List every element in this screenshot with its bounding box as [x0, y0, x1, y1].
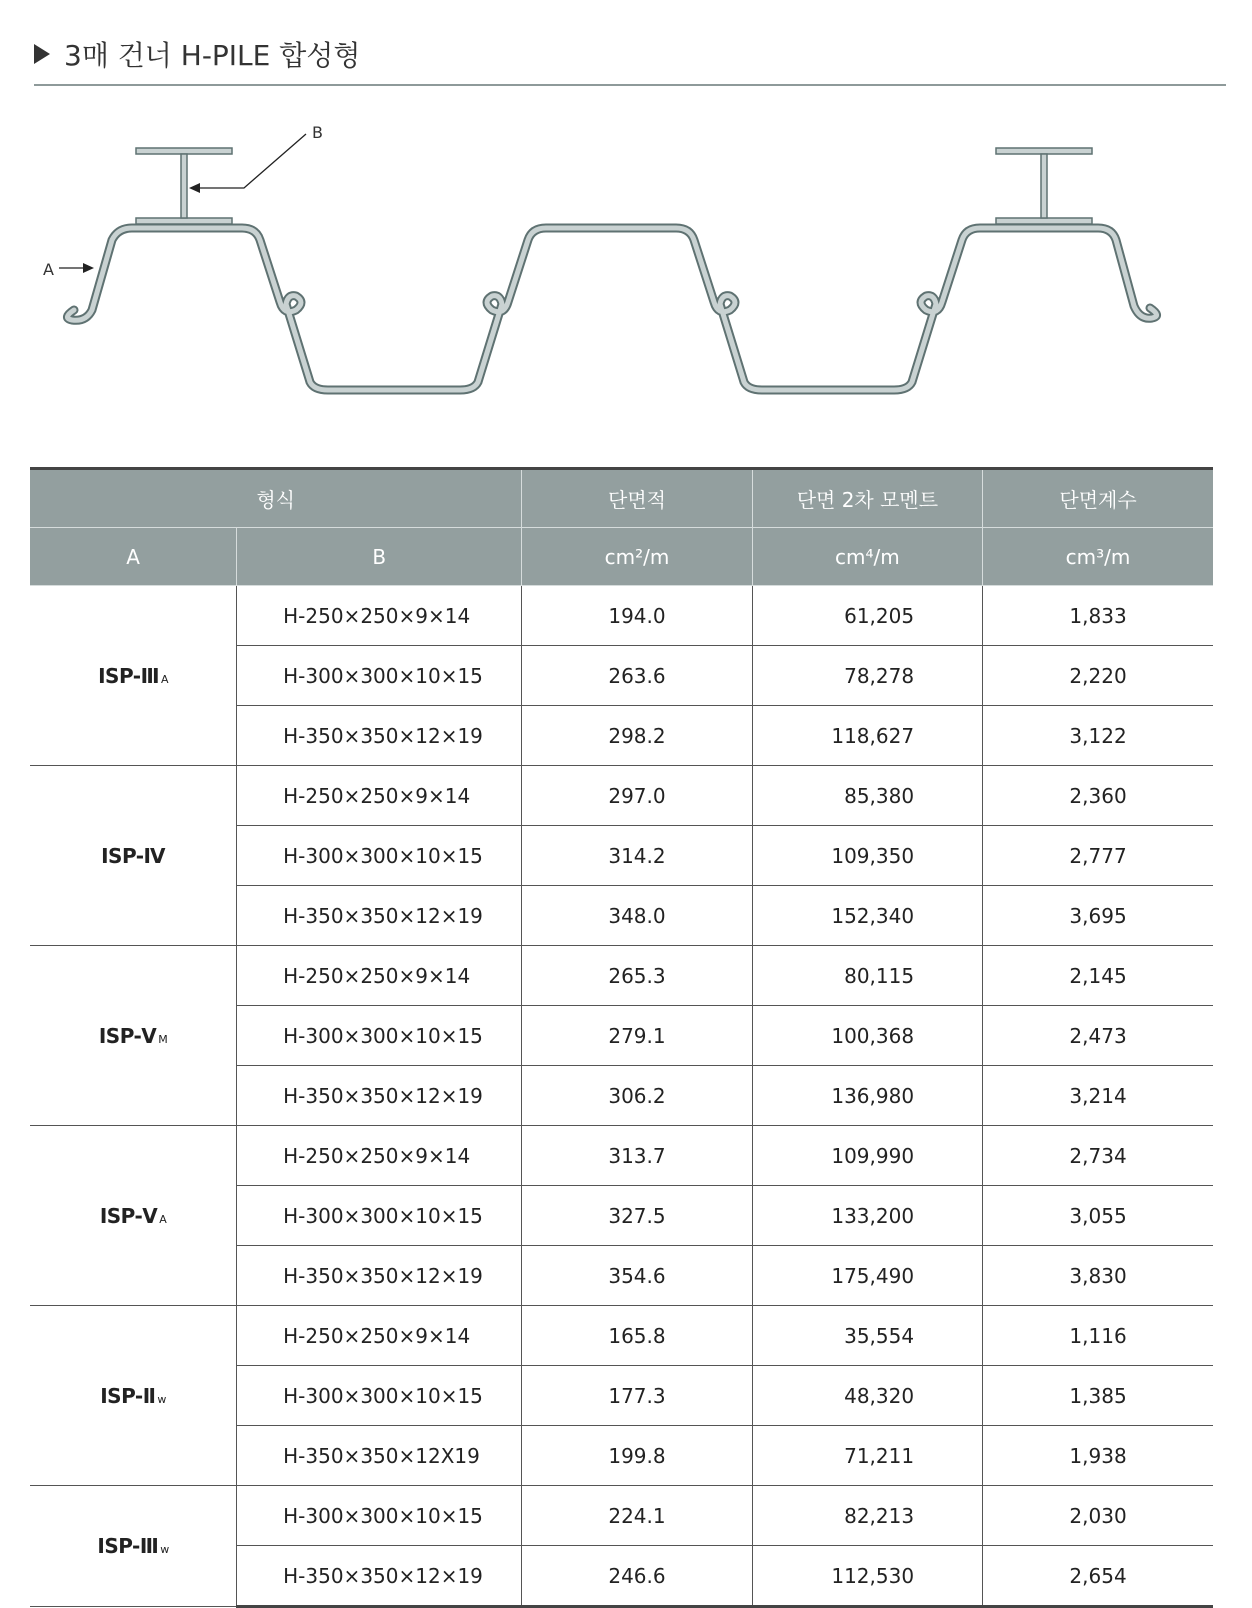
spec-table-body	[30, 586, 1213, 1607]
pile-type-label: ISP-Ⅱ	[100, 1383, 156, 1408]
area-cell: 224.1	[522, 1486, 752, 1546]
sheet-pile-profile	[67, 228, 1156, 390]
moment-cell: 61,205	[752, 586, 982, 646]
h-beam-spec-cell: H-300×300×10×15	[237, 1186, 522, 1246]
area-cell: 313.7	[522, 1126, 752, 1186]
h-beam-spec-cell: H-350×350×12×19	[237, 706, 522, 766]
h-beam-spec-cell: H-350×350×12×19	[237, 1246, 522, 1306]
moment-cell: 48,320	[752, 1366, 982, 1426]
pile-type-cell	[30, 586, 237, 766]
page-title-text: 3매 건너 H-PILE 합성형	[64, 39, 361, 72]
moment-cell: 136,980	[752, 1066, 982, 1126]
modulus-cell: 1,385	[983, 1366, 1213, 1426]
unit-moment: cm⁴/m	[752, 528, 982, 586]
moment-cell: 82,213	[752, 1486, 982, 1546]
pile-type-subscript: M	[158, 1032, 168, 1046]
h-beam-right	[996, 148, 1092, 224]
area-cell: 354.6	[522, 1246, 752, 1306]
moment-cell: 152,340	[752, 886, 982, 946]
area-cell: 263.6	[522, 646, 752, 706]
h-beam-spec-cell: H-250×250×9×14	[237, 1306, 522, 1366]
header-modulus: 단면계수	[983, 469, 1213, 528]
h-beam-spec-cell: H-300×300×10×15	[237, 646, 522, 706]
modulus-cell: 3,122	[983, 706, 1213, 766]
pile-type-label: ISP-Ⅳ	[101, 843, 166, 868]
modulus-cell: 2,360	[983, 766, 1213, 826]
arrow-b-icon	[189, 183, 200, 193]
moment-cell: 71,211	[752, 1426, 982, 1486]
pile-type-subscript: A	[159, 1212, 167, 1226]
h-beam-spec-cell: H-300×300×10×15	[237, 1006, 522, 1066]
h-beam-left	[136, 148, 232, 224]
pile-type-subscript: w	[160, 1543, 169, 1556]
moment-cell: 100,368	[752, 1006, 982, 1066]
moment-cell: 80,115	[752, 946, 982, 1006]
header-col-a: A	[30, 528, 237, 586]
modulus-cell: 2,734	[983, 1126, 1213, 1186]
pile-type-subscript: A	[160, 672, 168, 686]
h-beam-spec-cell: H-250×250×9×14	[237, 946, 522, 1006]
modulus-cell: 3,830	[983, 1246, 1213, 1306]
modulus-cell: 2,654	[983, 1546, 1213, 1607]
modulus-cell: 2,220	[983, 646, 1213, 706]
area-cell: 279.1	[522, 1006, 752, 1066]
h-beam-spec-cell: H-300×300×10×15	[237, 1366, 522, 1426]
moment-cell: 85,380	[752, 766, 982, 826]
area-cell: 348.0	[522, 886, 752, 946]
page-title	[34, 34, 360, 74]
pile-type-cell	[30, 1126, 237, 1306]
table-row	[30, 1126, 1213, 1186]
pile-type-label: ISP-Ⅴ	[98, 1023, 157, 1048]
h-beam-spec-cell: H-350×350×12X19	[237, 1426, 522, 1486]
arrow-a-icon	[83, 263, 94, 273]
pile-type-cell	[30, 946, 237, 1126]
table-row	[30, 766, 1213, 826]
h-beam-spec-cell: H-350×350×12×19	[237, 886, 522, 946]
unit-area: cm²/m	[522, 528, 752, 586]
header-moment: 단면 2차 모멘트	[752, 469, 982, 528]
modulus-cell: 1,938	[983, 1426, 1213, 1486]
h-beam-spec-cell: H-350×350×12×19	[237, 1546, 522, 1607]
moment-cell: 112,530	[752, 1546, 982, 1607]
table-row	[30, 1306, 1213, 1366]
spec-table	[30, 467, 1213, 1608]
pile-type-cell	[30, 766, 237, 946]
moment-cell: 118,627	[752, 706, 982, 766]
h-beam-spec-cell: H-300×300×10×15	[237, 826, 522, 886]
header-area: 단면적	[522, 469, 752, 528]
header-col-b: B	[237, 528, 522, 586]
area-cell: 297.0	[522, 766, 752, 826]
sheet-pile-diagram	[34, 120, 1234, 420]
label-a: A	[43, 260, 54, 279]
modulus-cell: 1,116	[983, 1306, 1213, 1366]
area-cell: 165.8	[522, 1306, 752, 1366]
area-cell: 246.6	[522, 1546, 752, 1607]
area-cell: 306.2	[522, 1066, 752, 1126]
pile-type-label: ISP-Ⅴ	[99, 1203, 158, 1228]
area-cell: 194.0	[522, 586, 752, 646]
area-cell: 177.3	[522, 1366, 752, 1426]
pile-type-cell	[30, 1486, 237, 1607]
pile-type-label: ISP-Ⅲ	[98, 663, 159, 688]
h-beam-spec-cell: H-350×350×12×19	[237, 1066, 522, 1126]
modulus-cell: 2,473	[983, 1006, 1213, 1066]
moment-cell: 175,490	[752, 1246, 982, 1306]
label-b: B	[312, 123, 323, 142]
area-cell: 265.3	[522, 946, 752, 1006]
area-cell: 298.2	[522, 706, 752, 766]
modulus-cell: 3,695	[983, 886, 1213, 946]
leader-b-line	[196, 134, 306, 188]
pile-type-subscript: w	[157, 1392, 166, 1406]
moment-cell: 78,278	[752, 646, 982, 706]
moment-cell: 133,200	[752, 1186, 982, 1246]
moment-cell: 109,990	[752, 1126, 982, 1186]
modulus-cell: 2,145	[983, 946, 1213, 1006]
pile-type-cell	[30, 1306, 237, 1486]
modulus-cell: 2,030	[983, 1486, 1213, 1546]
h-beam-spec-cell: H-300×300×10×15	[237, 1486, 522, 1546]
modulus-cell: 2,777	[983, 826, 1213, 886]
area-cell: 199.8	[522, 1426, 752, 1486]
table-row	[30, 946, 1213, 1006]
modulus-cell: 3,055	[983, 1186, 1213, 1246]
triangle-bullet-icon	[34, 44, 50, 64]
title-divider	[34, 84, 1226, 86]
h-beam-spec-cell: H-250×250×9×14	[237, 586, 522, 646]
modulus-cell: 3,214	[983, 1066, 1213, 1126]
area-cell: 327.5	[522, 1186, 752, 1246]
modulus-cell: 1,833	[983, 586, 1213, 646]
moment-cell: 35,554	[752, 1306, 982, 1366]
h-beam-spec-cell: H-250×250×9×14	[237, 766, 522, 826]
h-beam-spec-cell: H-250×250×9×14	[237, 1126, 522, 1186]
header-type: 형식	[30, 469, 522, 528]
table-row	[30, 1486, 1213, 1546]
pile-type-label: ISP-Ⅲ	[97, 1534, 159, 1558]
table-row	[30, 586, 1213, 646]
unit-modulus: cm³/m	[983, 528, 1213, 586]
moment-cell: 109,350	[752, 826, 982, 886]
area-cell: 314.2	[522, 826, 752, 886]
